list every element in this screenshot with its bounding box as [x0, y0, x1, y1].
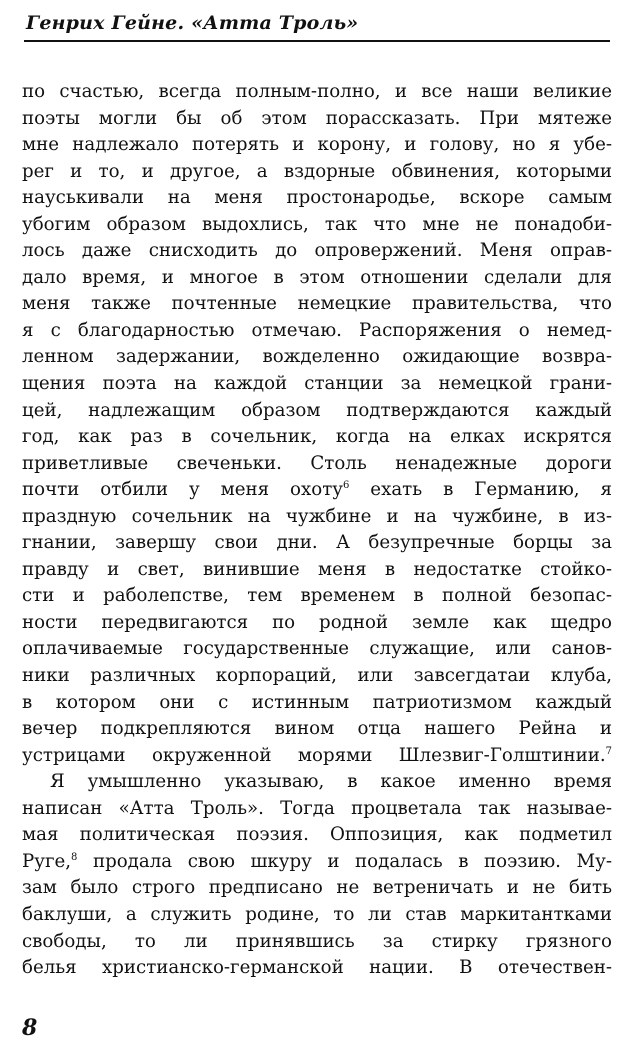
text-line: щения поэта на каждой станции за немецкой грани-: [22, 373, 612, 395]
page-number: 8: [22, 1015, 38, 1041]
body-text: [22, 79, 612, 982]
text-line: науськивали на меня простонародье, вскоре самым: [22, 187, 612, 209]
text-segment: продала свою шкуру и подалась в поэзию. Му-: [77, 850, 612, 872]
text-line: ности передвигаются по родной земле как щедро: [22, 611, 612, 633]
text-line: приветливые свеченьки. Столь ненадежные дороги: [22, 452, 612, 474]
text-line: рег и то, и другое, а вздорные обвинения, которыми: [22, 160, 612, 182]
text-line: написан «Атта Троль». Тогда процветала так называе-: [22, 797, 612, 819]
text-line: оплачиваемые государственные служащие, или санов-: [22, 638, 612, 660]
running-head-text: Генрих Гейне. «Атта Троль»: [26, 12, 359, 34]
text-line: по счастью, всегда полным-полно, и все наши великие: [22, 81, 612, 102]
text-line: ленном задержании, вожделенно ожидающие возвра-: [22, 346, 612, 368]
text-line: вечер подкрепляются вином отца нашего Рейна и: [22, 718, 612, 740]
running-head: [24, 8, 610, 42]
text-line: белья христианско-германской нации. В отечествен-: [22, 957, 612, 979]
text-line: баклуши, а служить родине, то ли став маркитантками: [22, 903, 612, 925]
text-segment: почти отбили у меня охоту: [22, 479, 343, 501]
footnote-marker: 7: [605, 745, 612, 757]
text-line: Я умышленно указываю, в какое именно время: [50, 771, 612, 793]
text-line: [22, 849, 612, 876]
text-line: праздную сочельник на чужбине и на чужбине, в из-: [22, 505, 612, 527]
text-line: гнании, завершу свои дни. А безупречные борцы за: [22, 532, 612, 554]
text-line: я с благодарностью отмечаю. Распоряжения о немед-: [22, 319, 612, 341]
text-line: сти и раболепстве, тем временем в полной безопас-: [22, 585, 612, 607]
text-line: цей, надлежащим образом подтверждаются каждый: [22, 399, 612, 421]
text-line: лось даже снисходить до опровержений. Меня оправ-: [22, 240, 612, 262]
text-line: поэты могли бы об этом порассказать. При мятеже: [22, 107, 612, 129]
text-line: свободы, то ли принявшись за стирку грязного: [22, 930, 612, 952]
text-line: в котором они с истинным патриотизмом каждый: [22, 691, 612, 713]
text-segment: ехать в Германию, я: [349, 479, 613, 501]
text-line: правду и свет, винившие меня в недостатке стойко-: [22, 558, 612, 580]
text-line: зам было строго предписано не ветреничать и не бить: [22, 877, 612, 899]
text-line: [22, 477, 612, 504]
footnote-marker: 6: [342, 480, 350, 492]
text-line: [22, 743, 612, 770]
footnote-marker: 8: [71, 851, 78, 863]
text-line: убогим образом выдохлись, так что мне не понадоби-: [22, 213, 612, 235]
text-line: год, как раз в сочельник, когда на елках искрятся: [22, 426, 612, 448]
text-line: ники различных корпораций, или завсегдатаи клуба,: [22, 665, 612, 687]
text-line: дало время, и многое в этом отношении сделали для: [22, 266, 612, 288]
text-segment: устрицами окруженной морями Шлезвиг-Голштинии.: [22, 744, 606, 766]
text-line: меня также почтенные немецкие правительства, что: [22, 293, 612, 315]
text-line: мне надлежало потерять и корону, и голову, но я убе-: [22, 134, 612, 156]
text-line: мая политическая поэзия. Оппозиция, как подметил: [22, 824, 612, 846]
text-segment: Руге,: [22, 850, 72, 872]
